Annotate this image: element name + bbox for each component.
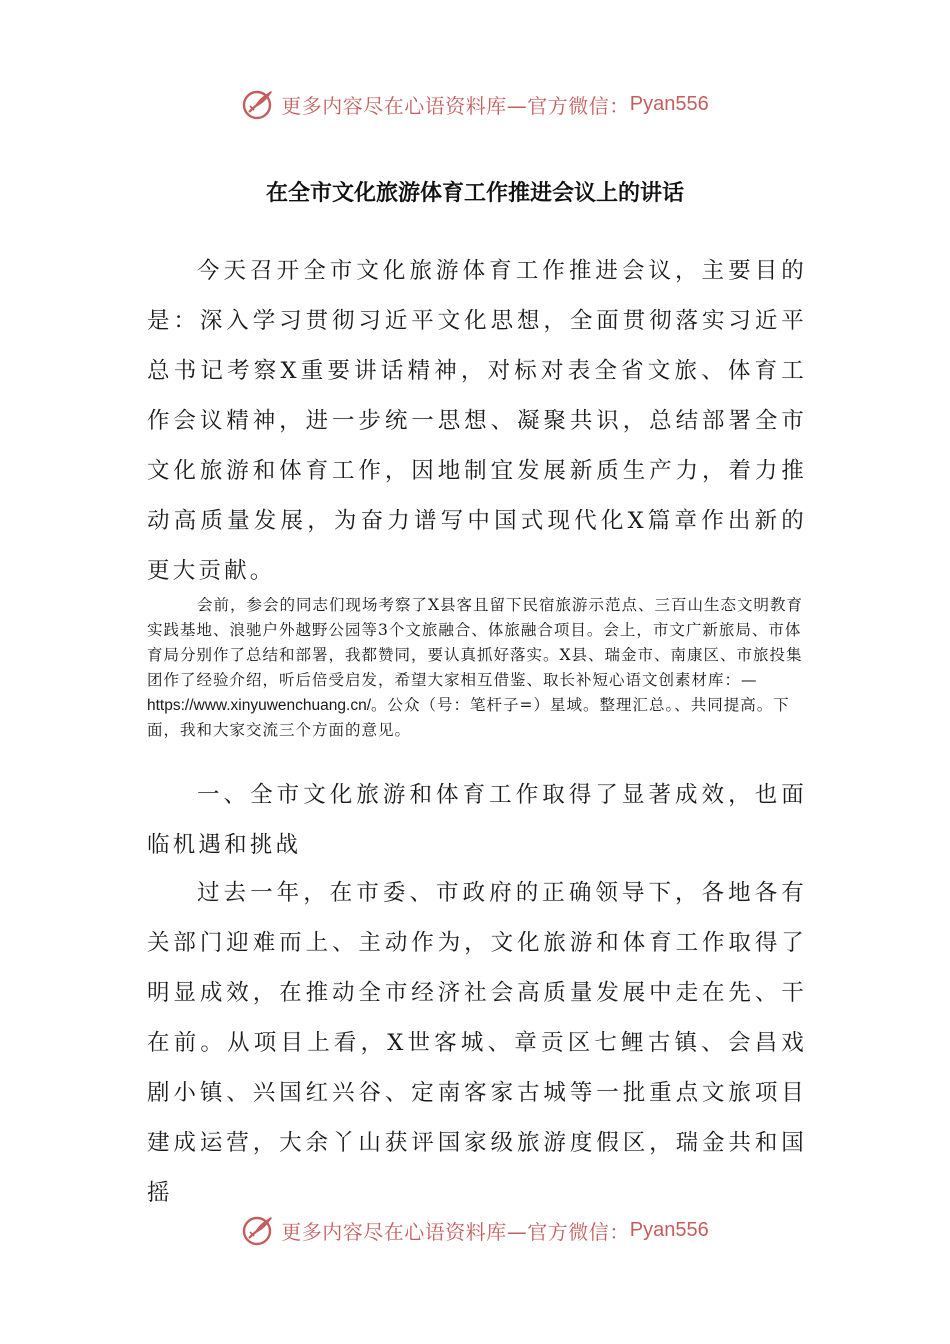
source-url-link[interactable]: https://www.xinyuwenchuang.cn/	[147, 697, 372, 714]
paragraph-meeting-text-b: 。公众（号：笔杆子=）星域。整理汇总。、共同提高。下面，我和大家交流三个方面的意见。	[147, 696, 790, 739]
paragraph-meeting	[147, 593, 813, 743]
paragraph-intro: 今天召开全市文化旅游体育工作推进会议，主要目的是：深入学习贯彻习近平文化思想，全面贯彻落实习近平总书记考察X重要讲话精神，对标对表全省文旅、体育工作会议精神，进一步统一思想、凝聚共识，总结部署全市文化旅游和体育工作，因地制宜发展新质生产力，着力推动高质量发展，为奋力谱写中国式现代化X篇章作出新的更大贡献。	[147, 258, 807, 584]
banner-text: 更多内容尽在心语资料库—官方微信：	[281, 93, 630, 118]
document-title: 在全市文化旅游体育工作推进会议上的讲话	[265, 181, 684, 206]
quill-logo-icon	[241, 86, 277, 122]
paragraph-meeting-text-a: 会前，参会的同志们现场考察了X县客且留下民宿旅游示范点、三百山生态文明教育实践基地、浪驰户外越野公园等3个文旅融合、体旅融合项目。会上，市文广新旅局、市体育局分别作了总结和部署，我都赞同，要认真抓好落实。X县、瑞金市、南康区、市旅投集团作了经验介绍，听后倍受启发，希望大家相互借鉴、取长补短心语文创素材库：—	[147, 596, 804, 689]
section-heading-1: 一、全市文化旅游和体育工作取得了显著成效，也面临机遇和挑战	[147, 782, 807, 858]
footer-banner	[0, 1208, 950, 1252]
header-banner	[0, 82, 950, 126]
quill-logo-icon	[241, 1212, 277, 1248]
banner-text: 更多内容尽在心语资料库—官方微信：	[281, 1219, 630, 1244]
paragraph-achievements: 过去一年，在市委、市政府的正确领导下，各地各有关部门迎难而上、主动作为，文化旅游和体育工作取得了明显成效，在推动全市经济社会高质量发展中走在先、干在前。从项目上看，X世客城、章贡区七鲤古镇、会昌戏剧小镇、兴国红兴谷、定南客家古城等一批重点文旅项目建成运营，大余丫山获评国家级旅游度假区，瑞金共和国摇	[147, 880, 807, 1206]
wechat-id: Pyan556	[629, 92, 709, 115]
wechat-id: Pyan556	[629, 1218, 709, 1241]
